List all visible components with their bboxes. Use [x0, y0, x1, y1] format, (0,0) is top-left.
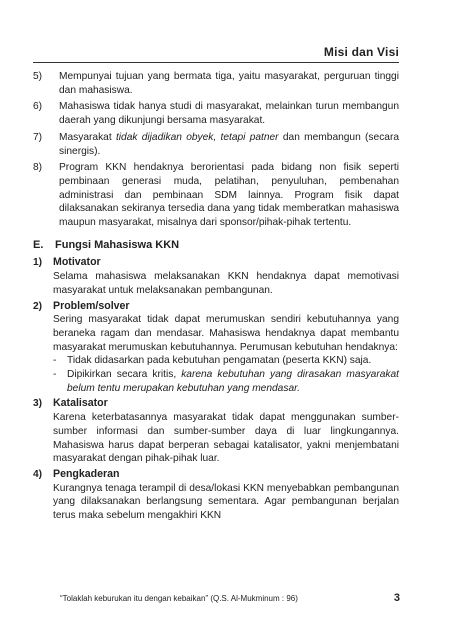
bullet-item — [53, 354, 399, 368]
function-item — [33, 256, 399, 297]
item-number: 8) — [33, 162, 43, 174]
bullet-text-italic: karena kebutuhan yang dirasakan masyarakat belum tentu merupakan kebutuhan yang mendasar. — [67, 369, 399, 394]
item-number: 7) — [33, 131, 43, 143]
bullet-item — [53, 368, 399, 395]
function-number: 3) — [33, 398, 43, 410]
function-number: 2) — [33, 300, 43, 312]
item-text-plain: Masyarakat — [59, 131, 116, 143]
item-text — [59, 131, 399, 158]
header-rule — [33, 62, 399, 63]
function-number: 4) — [33, 468, 43, 480]
function-text: Kurangnya tenaga terampil di desa/lokasi KKN menyebabkan pembangunan yang dilaksanakan berlangsung sementara. Agar pembangunan berjalan terus maka sebelum mengakhiri KKN — [53, 482, 399, 522]
section-title: Fungsi Mahasiswa KKN — [55, 238, 180, 251]
bullet-text-plain: Dipikirkan secara kritis, — [67, 369, 182, 381]
item-text-plain: dan membangun (secara sinergis). — [59, 131, 400, 157]
list-item — [33, 131, 399, 158]
bullet-dash: - — [53, 355, 57, 367]
list-item — [33, 70, 399, 97]
function-item — [33, 300, 399, 396]
function-title: Pengkaderan — [53, 467, 120, 480]
bullet-text: Tidak didasarkan pada kebutuhan pengamatan (peserta KKN) saja. — [67, 355, 372, 367]
item-number: 5) — [33, 71, 43, 82]
bullet-text — [67, 368, 399, 395]
running-header: Misi dan Visi — [323, 45, 399, 59]
item-text-italic: tidak dijadikan obyek, tetapi patner — [115, 131, 279, 143]
page-content — [33, 70, 399, 523]
bullet-dash: - — [53, 369, 57, 381]
page-number: 3 — [393, 592, 400, 604]
function-item — [33, 468, 399, 523]
section-letter: E. — [33, 238, 44, 251]
function-title: Katalisator — [53, 397, 108, 410]
footer-quote: “Tolaklah keburukan itu dengan kebaikan” (Q.S. Al-Mukminum : 96) — [60, 594, 298, 603]
function-title: Motivator — [53, 256, 101, 269]
function-text: Selama mahasiswa melaksanakan KKN hendaknya dapat memotivasi masyarakat untuk melaksanakan pembangunan. — [53, 271, 399, 296]
item-number: 6) — [33, 101, 43, 113]
item-text: Mempunyai tujuan yang bermata tiga, yaitu masyarakat, perguruan tinggi dan mahasiswa. — [59, 71, 399, 96]
list-item — [33, 100, 399, 127]
list-item — [33, 161, 399, 230]
function-title: Problem/solver — [53, 299, 130, 312]
function-text: Karena keterbatasannya masyarakat tidak dapat menggunakan sumber-sumber informasi dan sumber-sumber daya di luar lingkungannya. Mahasiswa harus dapat berperan sebagai katalisator, yakni menjembatani masyarakat dengan pihak-pihak luar. — [53, 412, 399, 465]
item-text: Program KKN hendaknya berorientasi pada bidang non fisik seperti pembinaan generasi muda, pelatihan, penyuluhan, pembenahan administrasi dan pembinaan SDM lainnya. Program fisik dapat dilaksanakan sekiranya tersedia dana yang tidak memberatkan mahasiswa maupun masyarakat, misalnya dari sponsor/pihak-pihak tertentu. — [59, 162, 399, 229]
item-text: Mahasiswa tidak hanya studi di masyarakat, melainkan turun membangun daerah yang dikunjungi bersama masyarakat. — [59, 101, 399, 127]
function-number: 1) — [33, 257, 43, 269]
function-text: Sering masyarakat tidak dapat merumuskan sendiri kebutuhannya yang beraneka ragam dan mendasar. Mahasiswa hendaknya dapat membantu masyarakat merumuskan kebutuhannya. Perumusan kebutuhan hendaknya: — [53, 314, 399, 353]
function-item — [33, 397, 399, 466]
section-heading — [33, 239, 399, 253]
